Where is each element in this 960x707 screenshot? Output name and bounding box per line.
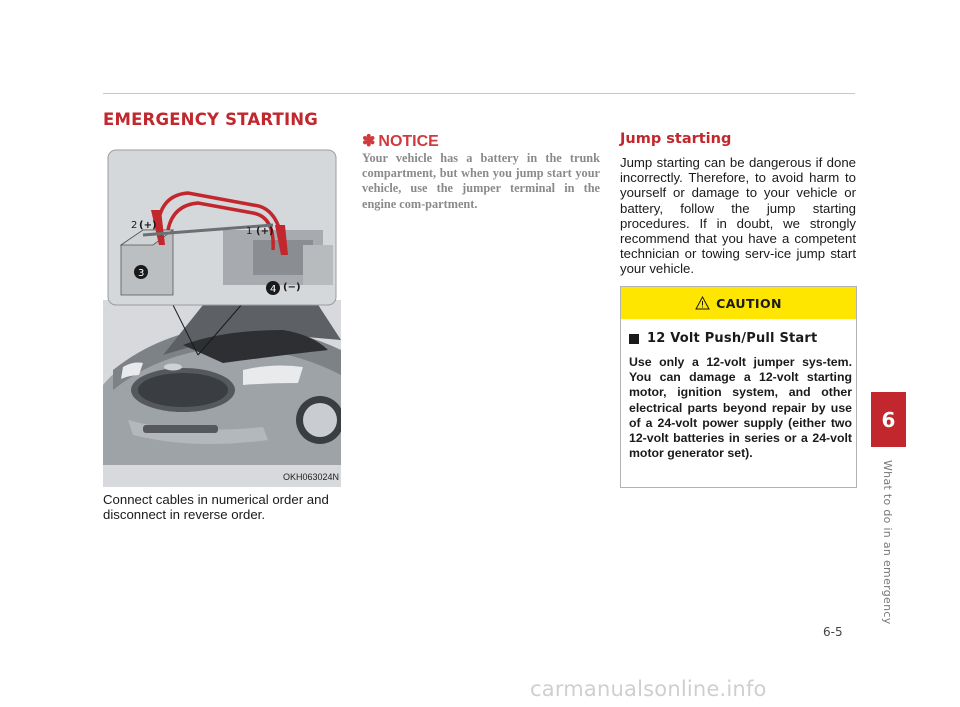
caution-body: Use only a 12-volt jumper sys-tem. You can damage a 12-volt starting motor, ignition system, and other electrical parts beyond repair by use of a 24-volt power supply (either two 12-volt batteries in series or a 24-volt motor generator set). [629, 355, 852, 461]
warning-triangle-icon [695, 296, 710, 310]
callout-3: 3 [138, 268, 145, 279]
callout-1-terminal: (+) [256, 226, 274, 237]
callout-4-terminal: (−) [283, 282, 301, 293]
jump-starting-body: Jump starting can be dangerous if done incorrectly. Therefore, to avoid harm to yourself or damage to your vehicle or battery, follow the jump starting procedures. If in doubt, we strongly recommend that you have a competent technician or towing serv-ice jump start your vehicle. [620, 155, 856, 277]
callout-1: 1 [246, 226, 253, 237]
notice-body: Your vehicle has a battery in the trunk compartment, but when you jump start your vehicle, use the jumper terminal in the engine com-partment. [362, 151, 600, 211]
watermark: carmanualsonline.info [530, 677, 767, 701]
callout-2: 2 [131, 220, 138, 231]
caution-header [621, 287, 856, 319]
jump-start-illustration [103, 135, 341, 487]
jump-starting-title: Jump starting [620, 131, 732, 147]
jump-start-figure [103, 135, 341, 487]
caution-subheading [629, 331, 817, 346]
caution-box [620, 286, 857, 488]
section-title: EMERGENCY STARTING [103, 110, 319, 129]
square-bullet-icon [629, 334, 639, 344]
chapter-title-vertical [881, 460, 896, 625]
caution-subheading-text: 12 Volt Push/Pull Start [647, 331, 818, 346]
notice-title: NOTICE [378, 133, 439, 150]
notice-heading [362, 131, 439, 151]
figure-caption: Connect cables in numerical order and disconnect in reverse order. [103, 492, 329, 522]
chapter-number: 6 [881, 407, 896, 432]
callout-4: 4 [270, 284, 277, 295]
car-headlight [243, 366, 303, 385]
figure-code: OKH063024N [282, 472, 339, 482]
chapter-title: What to do in an emergency [881, 460, 894, 625]
caution-label: CAUTION [716, 295, 782, 311]
page-number: 6-5 [823, 625, 843, 639]
notice-star-icon: ✽ [362, 133, 376, 150]
callout-2-terminal: (+) [139, 220, 157, 231]
chapter-tab [871, 392, 906, 447]
top-rule [103, 93, 855, 94]
